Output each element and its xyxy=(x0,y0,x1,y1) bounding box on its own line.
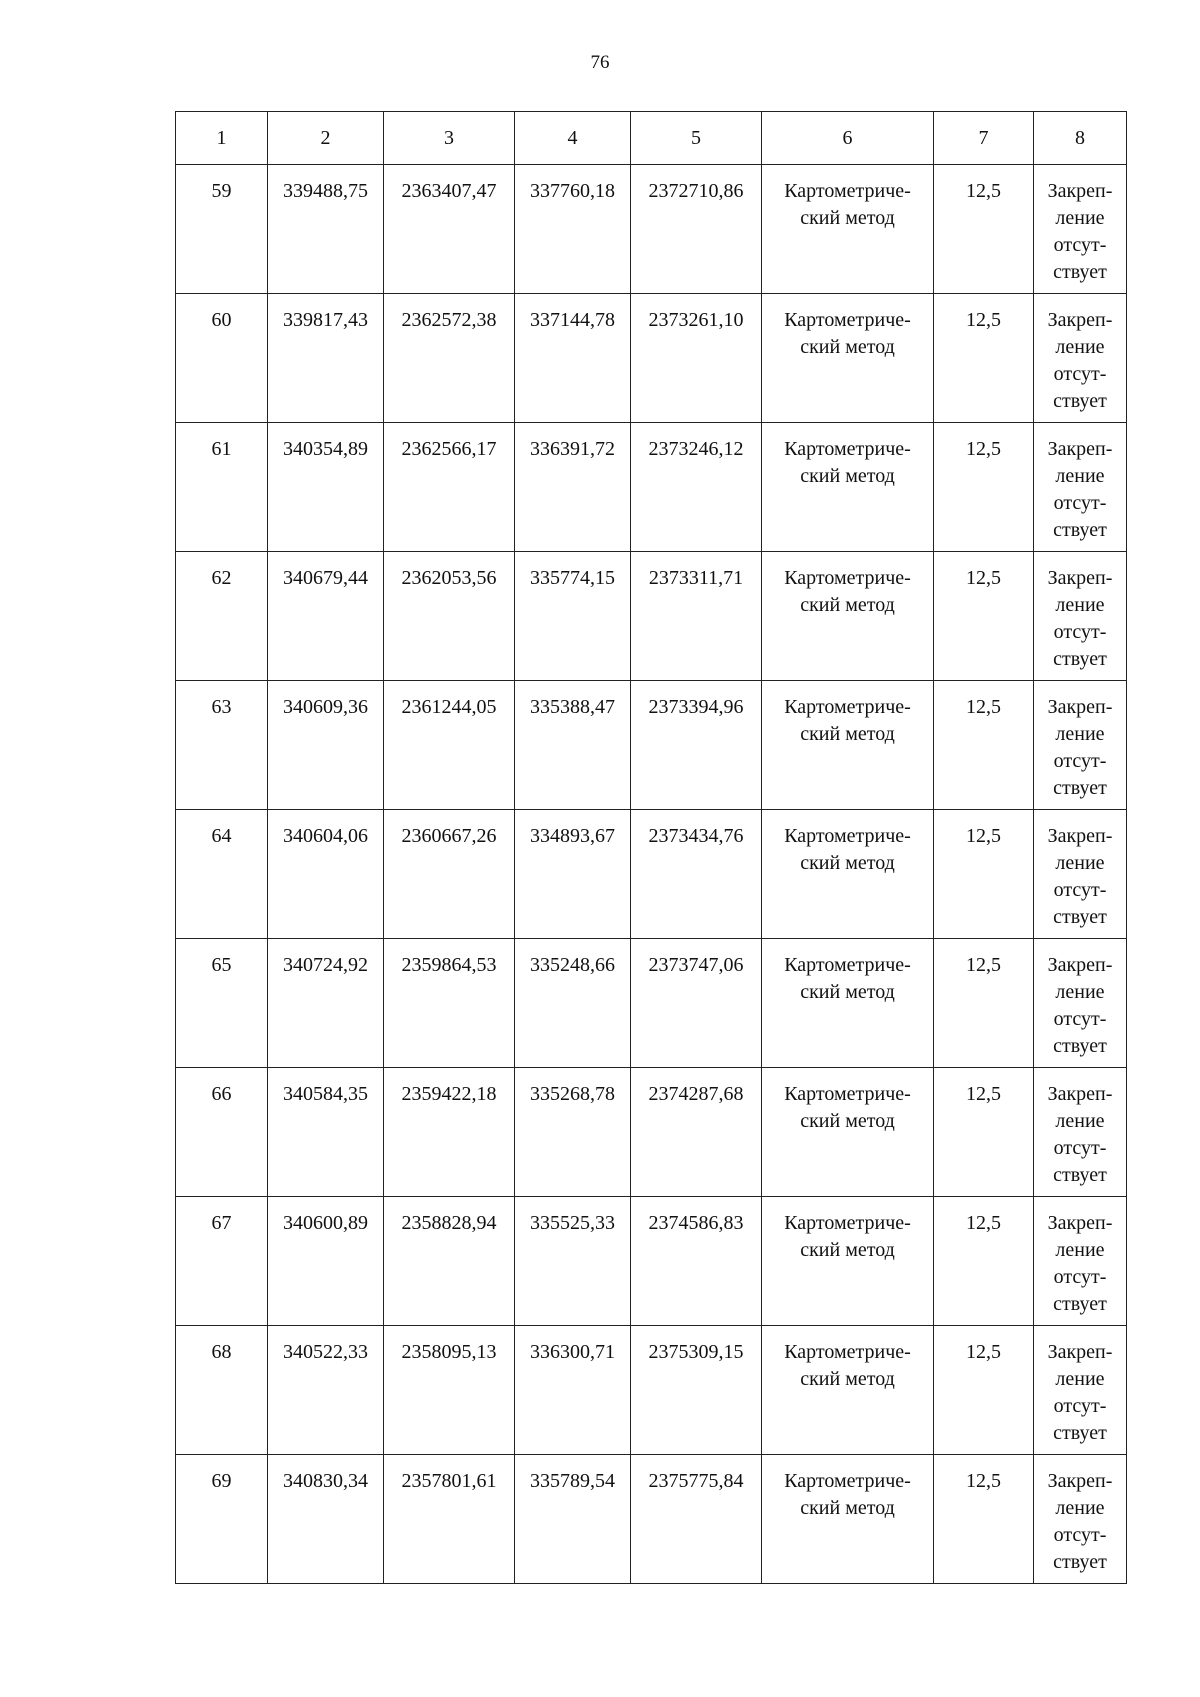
column-header-2: 2 xyxy=(268,112,384,165)
point-number-cell: 62 xyxy=(176,552,268,681)
header-row xyxy=(176,112,1127,165)
table-row xyxy=(176,294,1127,423)
coordinate-cell-3: 2362572,38 xyxy=(384,294,515,423)
coordinate-cell-2: 340584,35 xyxy=(268,1068,384,1197)
coordinate-cell-5: 2373261,10 xyxy=(631,294,762,423)
point-number-cell: 68 xyxy=(176,1326,268,1455)
fixing-cell: Закреп- ление отсут- ствует xyxy=(1034,165,1127,294)
table-row xyxy=(176,165,1127,294)
table-body xyxy=(176,165,1127,1584)
accuracy-cell: 12,5 xyxy=(934,681,1034,810)
coordinate-cell-2: 339817,43 xyxy=(268,294,384,423)
point-number-cell: 69 xyxy=(176,1455,268,1584)
coordinate-cell-2: 340354,89 xyxy=(268,423,384,552)
accuracy-cell: 12,5 xyxy=(934,810,1034,939)
table-row xyxy=(176,1455,1127,1584)
coordinate-cell-3: 2363407,47 xyxy=(384,165,515,294)
method-cell: Картометриче- ский метод xyxy=(762,552,934,681)
fixing-cell: Закреп- ление отсут- ствует xyxy=(1034,810,1127,939)
method-cell: Картометриче- ский метод xyxy=(762,1326,934,1455)
coordinate-cell-5: 2375309,15 xyxy=(631,1326,762,1455)
method-cell: Картометриче- ский метод xyxy=(762,165,934,294)
method-cell: Картометриче- ский метод xyxy=(762,681,934,810)
fixing-cell: Закреп- ление отсут- ствует xyxy=(1034,423,1127,552)
table-header xyxy=(176,112,1127,165)
column-header-6: 6 xyxy=(762,112,934,165)
method-cell: Картометриче- ский метод xyxy=(762,423,934,552)
fixing-cell: Закреп- ление отсут- ствует xyxy=(1034,1197,1127,1326)
coordinate-cell-3: 2358828,94 xyxy=(384,1197,515,1326)
accuracy-cell: 12,5 xyxy=(934,423,1034,552)
coordinate-cell-4: 335268,78 xyxy=(515,1068,631,1197)
fixing-cell: Закреп- ление отсут- ствует xyxy=(1034,552,1127,681)
coordinate-cell-4: 335774,15 xyxy=(515,552,631,681)
coordinate-cell-2: 340830,34 xyxy=(268,1455,384,1584)
accuracy-cell: 12,5 xyxy=(934,1326,1034,1455)
accuracy-cell: 12,5 xyxy=(934,1068,1034,1197)
fixing-cell: Закреп- ление отсут- ствует xyxy=(1034,939,1127,1068)
column-header-1: 1 xyxy=(176,112,268,165)
coordinate-cell-3: 2359864,53 xyxy=(384,939,515,1068)
method-cell: Картометриче- ский метод xyxy=(762,1455,934,1584)
fixing-cell: Закреп- ление отсут- ствует xyxy=(1034,294,1127,423)
coordinate-cell-2: 340679,44 xyxy=(268,552,384,681)
page-number: 76 xyxy=(590,52,610,73)
fixing-cell: Закреп- ление отсут- ствует xyxy=(1034,1068,1127,1197)
column-header-3: 3 xyxy=(384,112,515,165)
method-cell: Картометриче- ский метод xyxy=(762,1068,934,1197)
coordinate-cell-3: 2362566,17 xyxy=(384,423,515,552)
fixing-cell: Закреп- ление отсут- ствует xyxy=(1034,1326,1127,1455)
coordinate-cell-5: 2374586,83 xyxy=(631,1197,762,1326)
coordinates-table xyxy=(175,111,1127,1584)
coordinate-cell-2: 340609,36 xyxy=(268,681,384,810)
coordinate-cell-2: 340724,92 xyxy=(268,939,384,1068)
coordinate-cell-4: 336300,71 xyxy=(515,1326,631,1455)
coordinate-cell-3: 2359422,18 xyxy=(384,1068,515,1197)
coordinate-cell-5: 2373311,71 xyxy=(631,552,762,681)
accuracy-cell: 12,5 xyxy=(934,294,1034,423)
point-number-cell: 63 xyxy=(176,681,268,810)
coordinate-cell-4: 336391,72 xyxy=(515,423,631,552)
coordinate-cell-2: 340604,06 xyxy=(268,810,384,939)
coordinate-cell-3: 2360667,26 xyxy=(384,810,515,939)
accuracy-cell: 12,5 xyxy=(934,939,1034,1068)
point-number-cell: 64 xyxy=(176,810,268,939)
point-number-cell: 59 xyxy=(176,165,268,294)
coordinate-cell-5: 2372710,86 xyxy=(631,165,762,294)
method-cell: Картометриче- ский метод xyxy=(762,294,934,423)
fixing-cell: Закреп- ление отсут- ствует xyxy=(1034,1455,1127,1584)
table-row xyxy=(176,1197,1127,1326)
table-row xyxy=(176,552,1127,681)
table-row xyxy=(176,681,1127,810)
column-header-7: 7 xyxy=(934,112,1034,165)
accuracy-cell: 12,5 xyxy=(934,552,1034,681)
column-header-8: 8 xyxy=(1034,112,1127,165)
column-header-5: 5 xyxy=(631,112,762,165)
table-row xyxy=(176,810,1127,939)
table-row xyxy=(176,939,1127,1068)
coordinate-cell-2: 339488,75 xyxy=(268,165,384,294)
coordinate-cell-5: 2375775,84 xyxy=(631,1455,762,1584)
coordinate-cell-5: 2373394,96 xyxy=(631,681,762,810)
method-cell: Картометриче- ский метод xyxy=(762,1197,934,1326)
point-number-cell: 65 xyxy=(176,939,268,1068)
method-cell: Картометриче- ский метод xyxy=(762,810,934,939)
coordinate-cell-4: 335248,66 xyxy=(515,939,631,1068)
coordinate-cell-4: 337760,18 xyxy=(515,165,631,294)
coordinate-cell-3: 2361244,05 xyxy=(384,681,515,810)
coordinate-cell-4: 335789,54 xyxy=(515,1455,631,1584)
point-number-cell: 61 xyxy=(176,423,268,552)
coordinate-cell-4: 335525,33 xyxy=(515,1197,631,1326)
coordinate-cell-4: 334893,67 xyxy=(515,810,631,939)
column-header-4: 4 xyxy=(515,112,631,165)
point-number-cell: 67 xyxy=(176,1197,268,1326)
accuracy-cell: 12,5 xyxy=(934,165,1034,294)
coordinate-cell-5: 2373434,76 xyxy=(631,810,762,939)
coordinate-cell-5: 2373246,12 xyxy=(631,423,762,552)
coordinate-cell-3: 2358095,13 xyxy=(384,1326,515,1455)
table-row xyxy=(176,423,1127,552)
coordinate-cell-5: 2373747,06 xyxy=(631,939,762,1068)
coordinate-cell-2: 340600,89 xyxy=(268,1197,384,1326)
accuracy-cell: 12,5 xyxy=(934,1455,1034,1584)
coordinate-cell-3: 2357801,61 xyxy=(384,1455,515,1584)
coordinate-cell-2: 340522,33 xyxy=(268,1326,384,1455)
fixing-cell: Закреп- ление отсут- ствует xyxy=(1034,681,1127,810)
point-number-cell: 60 xyxy=(176,294,268,423)
method-cell: Картометриче- ский метод xyxy=(762,939,934,1068)
coordinate-cell-4: 337144,78 xyxy=(515,294,631,423)
accuracy-cell: 12,5 xyxy=(934,1197,1034,1326)
point-number-cell: 66 xyxy=(176,1068,268,1197)
coordinate-cell-3: 2362053,56 xyxy=(384,552,515,681)
coordinate-cell-4: 335388,47 xyxy=(515,681,631,810)
coordinate-cell-5: 2374287,68 xyxy=(631,1068,762,1197)
table-row xyxy=(176,1068,1127,1197)
table-row xyxy=(176,1326,1127,1455)
